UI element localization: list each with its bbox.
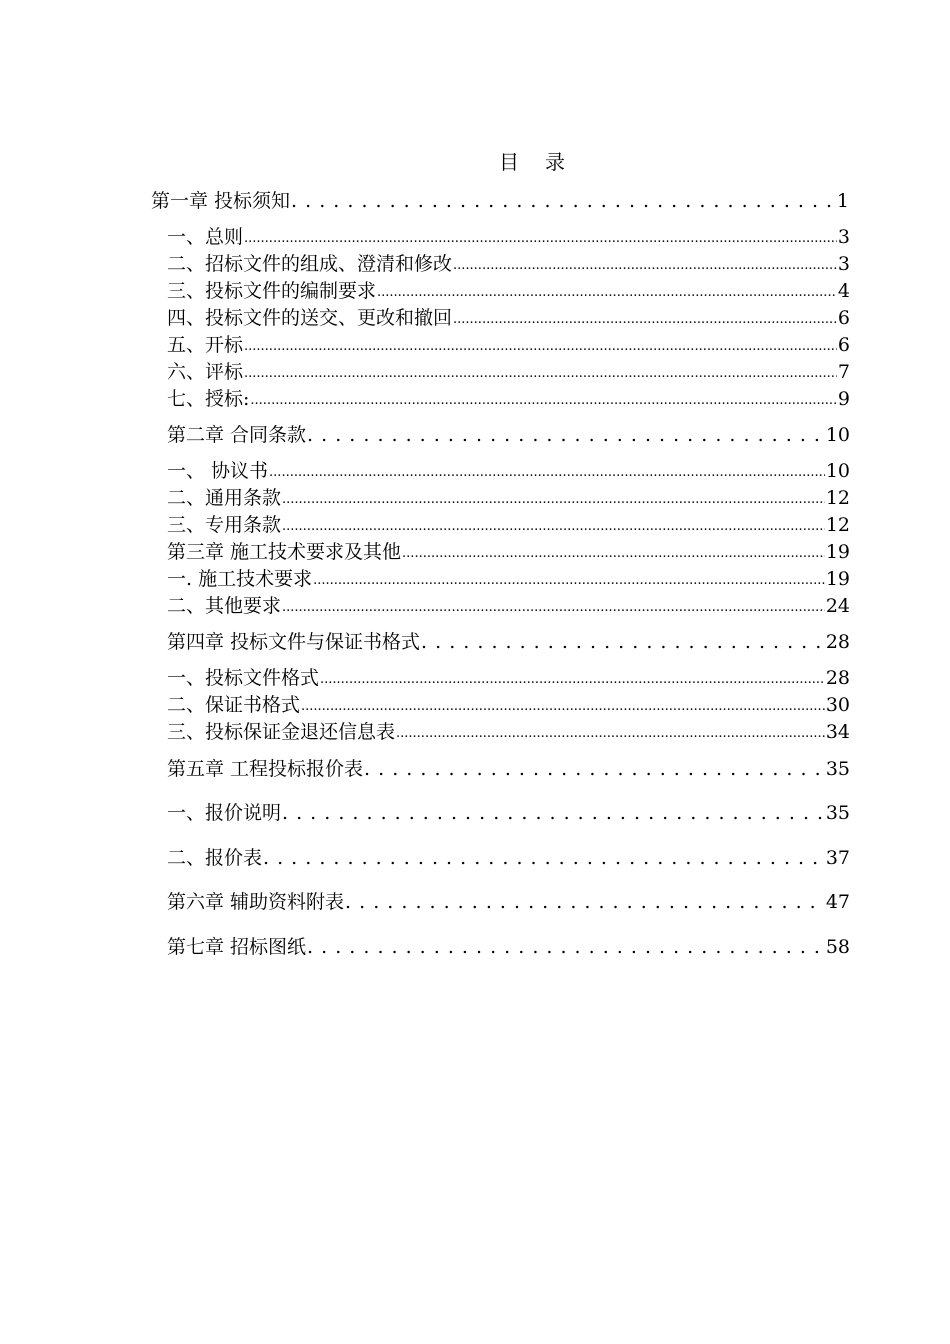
toc-entry[interactable]	[167, 693, 850, 717]
toc-entry-page: 6	[837, 307, 850, 329]
toc-entry-page: 24	[825, 595, 850, 617]
toc-title	[0, 146, 950, 175]
toc-entry-page: 1	[836, 190, 849, 212]
toc-entry[interactable]	[167, 540, 850, 564]
toc-leader	[291, 189, 836, 213]
toc-entry-label: 第七章 招标图纸	[167, 936, 307, 958]
toc-entry[interactable]	[151, 189, 849, 213]
toc-entry-label: 三、专用条款	[167, 514, 282, 536]
toc-entry-label: 一、总则	[167, 226, 244, 248]
toc-entry-label: 一、 协议书	[167, 460, 269, 482]
toc-entry-label: 二、保证书格式	[167, 694, 301, 716]
toc-leader	[269, 463, 825, 483]
toc-entry[interactable]	[167, 486, 850, 510]
toc-entry-label: 二、招标文件的组成、澄清和修改	[167, 253, 453, 275]
toc-entry-label: 二、通用条款	[167, 487, 282, 509]
toc-leader	[282, 517, 825, 537]
toc-entry[interactable]	[167, 513, 850, 537]
toc-entry[interactable]	[167, 333, 850, 357]
toc-leader	[313, 571, 825, 591]
toc-leader	[282, 490, 825, 510]
toc-leader	[244, 229, 837, 249]
toc-leader	[263, 846, 825, 870]
toc-entry[interactable]	[167, 890, 850, 914]
toc-leader	[345, 890, 825, 914]
toc-leader	[453, 310, 837, 330]
toc-leader	[244, 337, 837, 357]
toc-entry[interactable]	[167, 666, 850, 690]
toc-entry-label: 第六章 辅助资料附表	[167, 891, 345, 913]
toc-entry[interactable]	[167, 306, 850, 330]
toc-entry-page: 37	[825, 847, 850, 869]
toc-entry-label: 二、其他要求	[167, 595, 282, 617]
toc-entry[interactable]	[167, 387, 850, 411]
toc-entry-label: 五、开标	[167, 334, 244, 356]
toc-entry-page: 28	[825, 667, 850, 689]
toc-entry-label: 第五章 工程投标报价表	[167, 758, 364, 780]
toc-entry-page: 58	[825, 936, 850, 958]
toc-entry[interactable]	[167, 279, 850, 303]
toc-entry-page: 19	[825, 568, 850, 590]
toc-leader	[402, 544, 825, 564]
toc-entry-label: 三、投标文件的编制要求	[167, 280, 377, 302]
toc-title-right: 录	[545, 150, 565, 174]
toc-leader	[453, 256, 837, 276]
toc-leader	[282, 598, 825, 618]
toc-entry[interactable]	[167, 459, 850, 483]
toc-entry[interactable]	[167, 630, 850, 654]
toc-entry[interactable]	[167, 801, 850, 825]
toc-leader	[250, 391, 837, 411]
toc-entry-label: 七、授标:	[167, 388, 250, 410]
toc-entry[interactable]	[167, 423, 850, 447]
toc-entry-label: 第二章 合同条款	[167, 424, 307, 446]
toc-entry-page: 4	[837, 280, 850, 302]
toc-entry-page: 28	[825, 631, 850, 653]
toc-entry-page: 34	[825, 721, 850, 743]
toc-entry-page: 3	[837, 253, 850, 275]
toc-entry-page: 10	[825, 424, 850, 446]
toc-entry[interactable]	[167, 567, 850, 591]
toc-entry-label: 第三章 施工技术要求及其他	[167, 541, 402, 563]
toc-entry[interactable]	[167, 225, 850, 249]
toc-entry-label: 一、投标文件格式	[167, 667, 320, 689]
toc-entry-page: 6	[837, 334, 850, 356]
toc-entry-page: 35	[825, 758, 850, 780]
toc-leader	[320, 670, 825, 690]
toc-entry[interactable]	[167, 846, 850, 870]
toc-entry-label: 二、报价表	[167, 847, 263, 869]
toc-leader	[377, 283, 837, 303]
toc-entry[interactable]	[167, 757, 850, 781]
toc-leader	[301, 697, 825, 717]
toc-entry[interactable]	[167, 935, 850, 959]
toc-entry-label: 一、报价说明	[167, 802, 282, 824]
toc-leader	[396, 724, 825, 744]
toc-entry-page: 9	[837, 388, 850, 410]
toc-entry-label: 六、评标	[167, 361, 244, 383]
toc-entry-label: 一. 施工技术要求	[167, 568, 313, 590]
toc-entry[interactable]	[167, 594, 850, 618]
toc-entry-label: 第四章 投标文件与保证书格式	[167, 631, 421, 653]
toc-entry-page: 47	[825, 891, 850, 913]
toc-entry-label: 第一章 投标须知	[151, 190, 291, 212]
toc-entry-page: 12	[825, 514, 850, 536]
toc-entry-page: 7	[837, 361, 850, 383]
toc-entry-page: 30	[825, 694, 850, 716]
toc-entry-page: 10	[825, 460, 850, 482]
toc-entry[interactable]	[167, 252, 850, 276]
toc-leader	[282, 801, 825, 825]
toc-title-left: 目	[499, 150, 519, 174]
toc-entry[interactable]	[167, 360, 850, 384]
toc-leader	[421, 630, 825, 654]
toc-leader	[307, 935, 825, 959]
toc-entry-label: 三、投标保证金退还信息表	[167, 721, 396, 743]
toc-entry-label: 四、投标文件的送交、更改和撤回	[167, 307, 453, 329]
toc-leader	[307, 423, 825, 447]
toc-leader	[364, 757, 825, 781]
toc-entry-page: 12	[825, 487, 850, 509]
toc-entry[interactable]	[167, 720, 850, 744]
toc-entry-page: 19	[825, 541, 850, 563]
toc-entry-page: 35	[825, 802, 850, 824]
toc-leader	[244, 364, 837, 384]
toc-entry-page: 3	[837, 226, 850, 248]
